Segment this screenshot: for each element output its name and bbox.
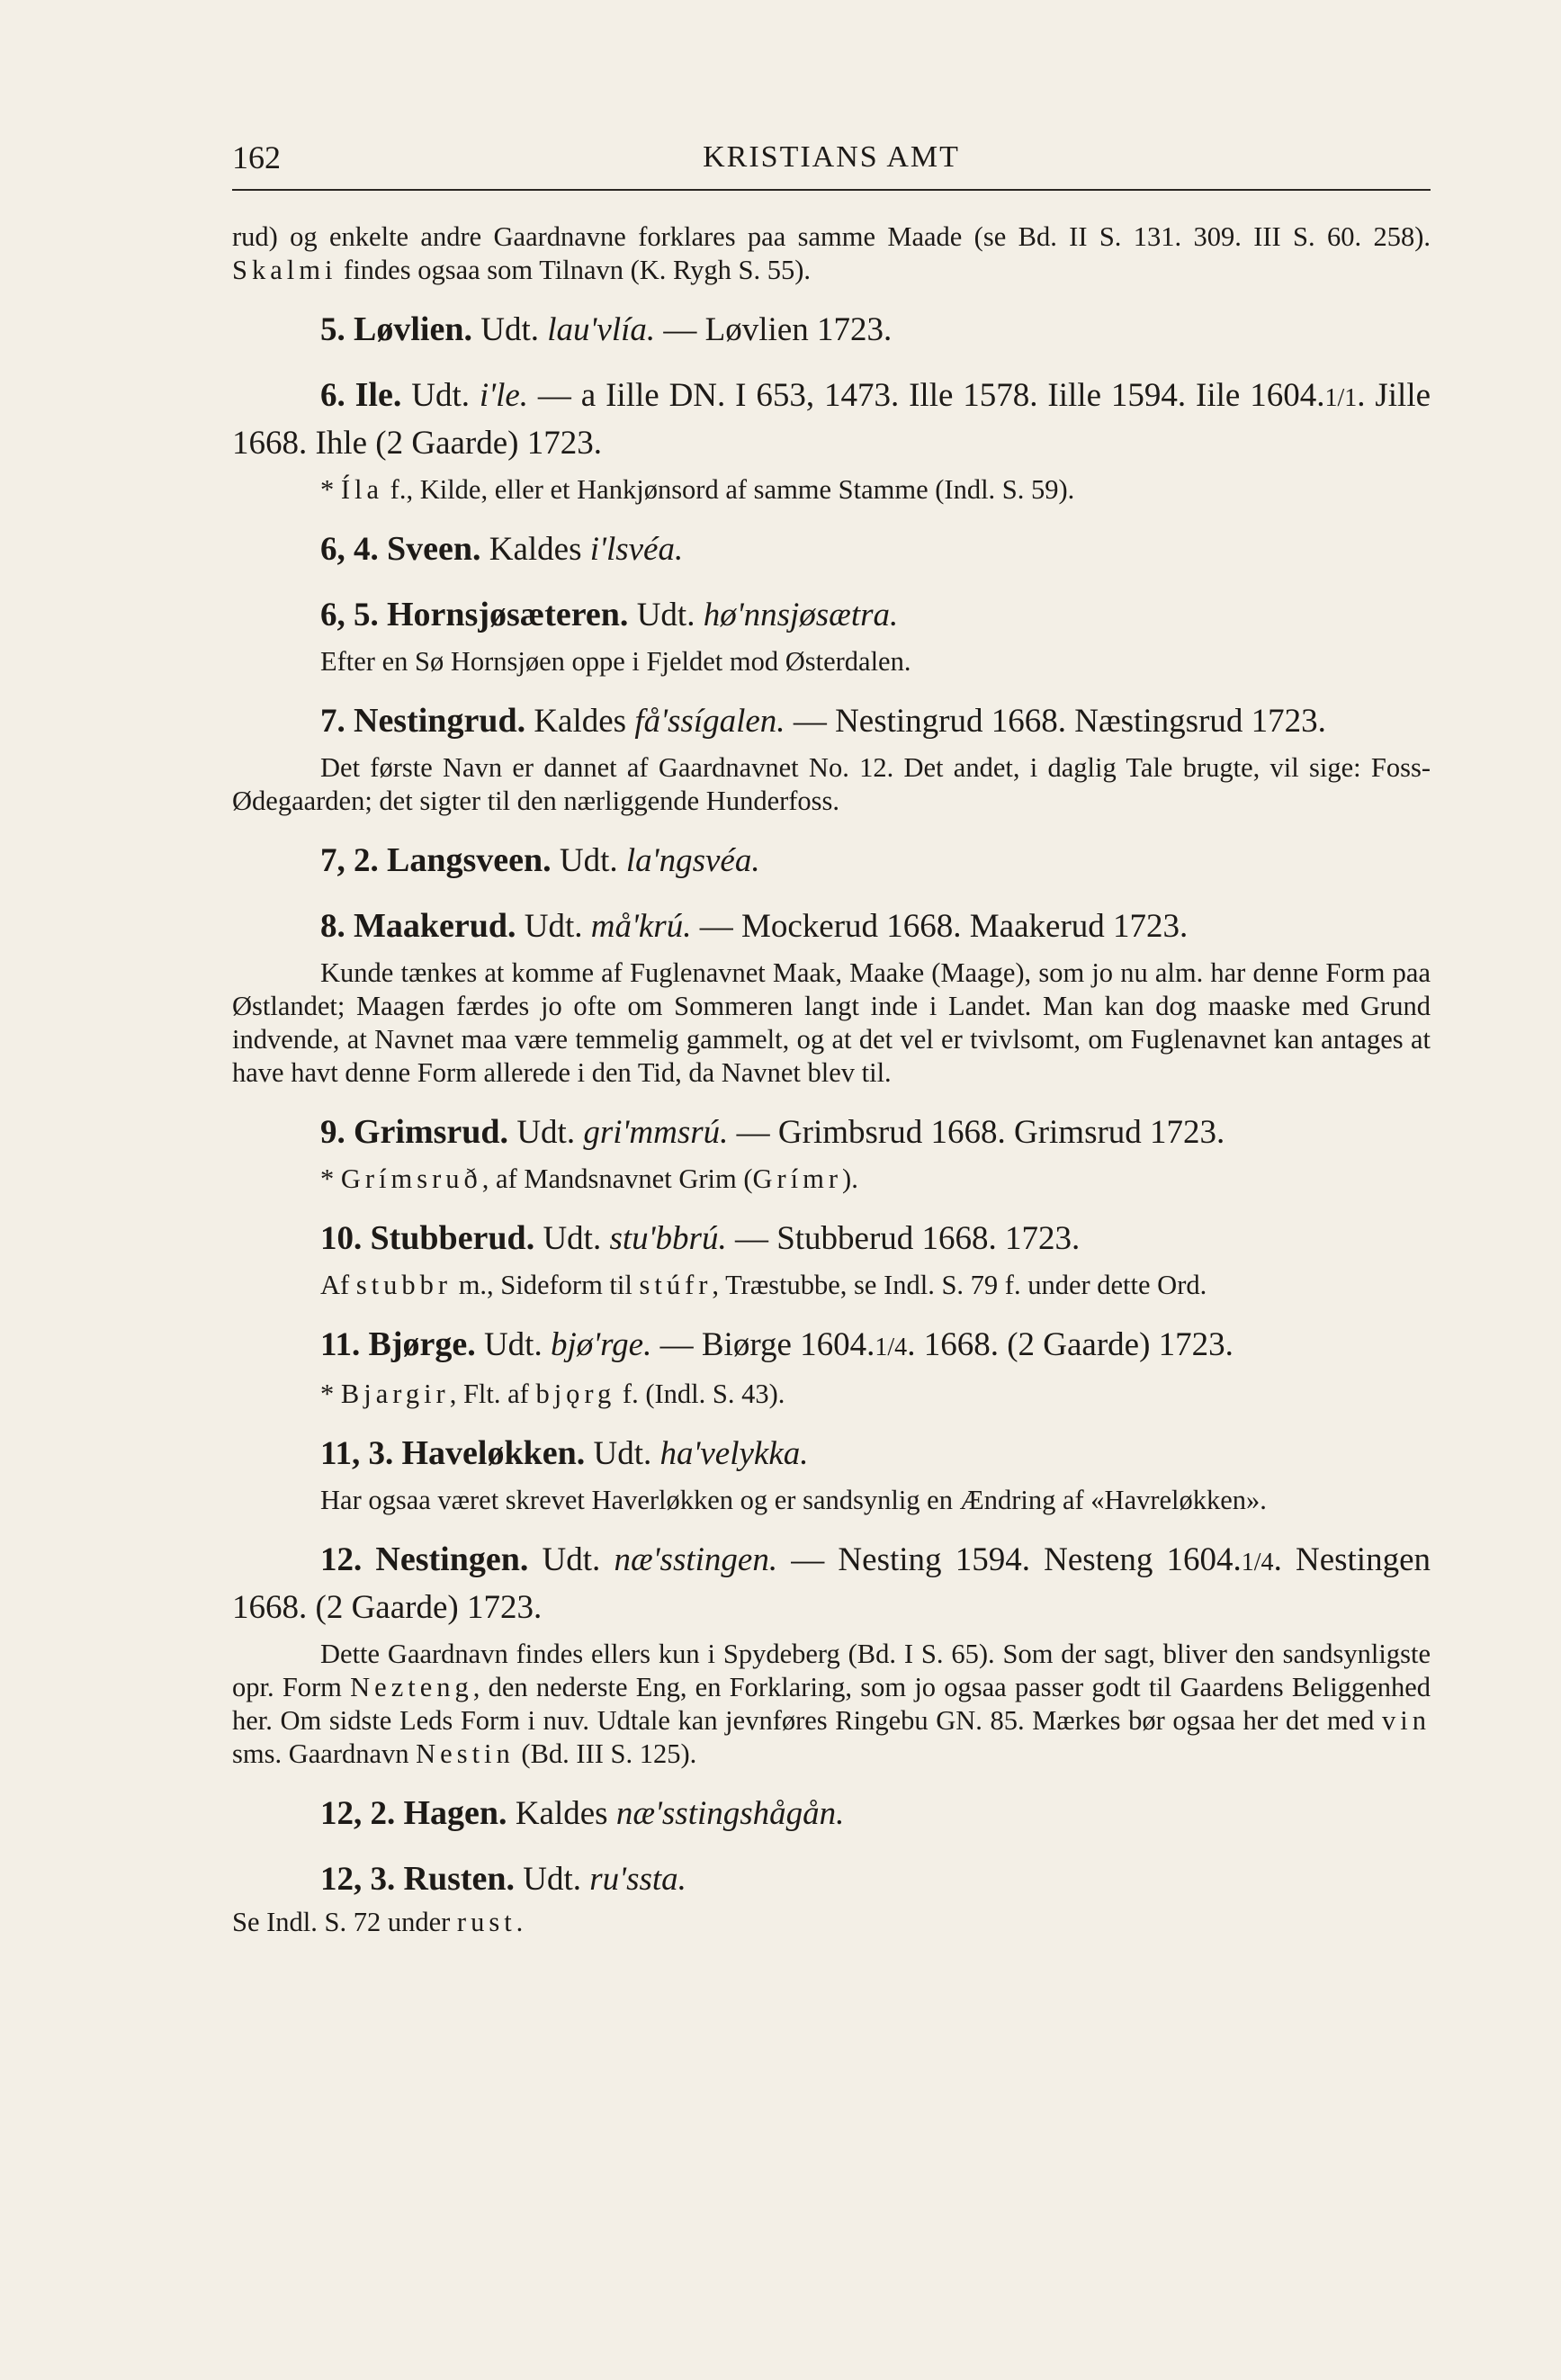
note-rest: f., Kilde, eller et Hankjønsord af samme Stamme (Indl. S. 59). [383, 474, 1075, 505]
entry-rest: — Mockerud 1668. Maakerud 1723. [691, 908, 1189, 945]
entry-6-note [232, 473, 1431, 507]
asterisk: * [320, 1379, 335, 1409]
note-mid: , af Mandsnavnet Grim ( [481, 1163, 753, 1194]
pronunciation: ru'ssta. [589, 1861, 686, 1898]
body-text [232, 220, 1431, 1939]
udt-label: Udt. [636, 597, 695, 633]
spaced-word: rust [456, 1907, 516, 1937]
fraction: 1/4 [1241, 1549, 1274, 1576]
entry-number: 10. [320, 1220, 363, 1257]
spaced-word: stubbr [355, 1270, 453, 1300]
note-b: . [516, 1907, 524, 1937]
entry-7-note: Det første Navn er dannet af Gaardnavnet No. 12. Det andet, i daglig Tale brugte, vil sige: Foss-Ødegaarden; det sigter til den nærliggende Hunderfoss. [232, 752, 1431, 816]
spaced-word: Bjargir [340, 1379, 450, 1409]
entry-number: 12, 3. [320, 1861, 396, 1898]
pronunciation: stu'bbrú. [609, 1220, 727, 1257]
intro-rest: findes ogsaa som Tilnavn (K. Rygh S. 55). [336, 255, 812, 285]
entry-9-note [232, 1163, 1431, 1196]
entry-5 [232, 307, 1431, 353]
pronunciation: næ'sstingen. [614, 1541, 778, 1578]
asterisk: * [320, 1163, 335, 1194]
pronunciation: må'krú. [590, 908, 692, 945]
farm-name: Stubberud. [370, 1219, 535, 1257]
udt-label: Udt. [543, 1220, 602, 1257]
pronunciation: i'le. [479, 377, 529, 414]
entry-number: 6, 5. [320, 597, 379, 633]
kaldes-label: Kaldes [534, 703, 627, 740]
spaced-word: Grímsruð [340, 1163, 482, 1194]
note-b: m., Sideform til [452, 1270, 640, 1300]
udt-label: Udt. [593, 1435, 652, 1472]
farm-name: Rusten. [403, 1860, 516, 1898]
entry-number: 6, 4. [320, 531, 379, 568]
entry-rest: — Stubberud 1668. 1723. [726, 1220, 1081, 1257]
entry-8-note: Kunde tænkes at komme af Fuglenavnet Maak, Maake (Maage), som jo nu alm. har denne Form paa Østlandet; Maagen færdes jo ofte om Sommeren langt inde i Landet. Man kan dog maaske med Grund indvende, at Navnet maa være temmelig gammelt, og at det vel er tvivlsomt, om Fuglenavnet kan antages at have havt denne Form allerede i den Tid, da Navnet blev til. [232, 957, 1431, 1088]
pronunciation: la'ngsvéa. [625, 842, 760, 879]
intro-text: rud) og enkelte andre Gaardnavne forklares paa samme Maade (se Bd. II S. 131. 309. III S. 60. 258). [232, 221, 1431, 252]
farm-name: Hornsjøsæteren. [387, 596, 629, 633]
asterisk: * [320, 474, 335, 505]
entry-6 [232, 373, 1431, 466]
spaced-word: Íla [340, 474, 384, 505]
farm-name: Løvlien. [354, 310, 472, 348]
fraction: 1/4 [875, 1334, 908, 1361]
farm-name: Nestingen. [375, 1540, 529, 1578]
note-c: , Træstubbe, se Indl. S. 79 f. under dette Ord. [712, 1270, 1207, 1300]
entry-rest: — Biørge 1604. [651, 1326, 875, 1363]
entry-11-note [232, 1378, 1431, 1411]
entry-number: 12. [320, 1541, 363, 1578]
entry-7-2 [232, 838, 1431, 884]
entry-12-2 [232, 1791, 1431, 1837]
entry-7 [232, 698, 1431, 744]
entry-8 [232, 903, 1431, 949]
entry-rest-2: . Jille 1668. Ihle (2 Gaarde) 1723. [232, 377, 1431, 462]
pronunciation: bjø'rge. [550, 1326, 652, 1363]
udt-label: Udt. [411, 377, 470, 414]
intro-paragraph [232, 220, 1431, 287]
pronunciation: ha'velykka. [659, 1435, 809, 1472]
entry-rest-2: . Nestingen 1668. (2 Gaarde) 1723. [232, 1541, 1431, 1626]
entry-6-5-note: Efter en Sø Hornsjøen oppe i Fjeldet mod Østerdalen. [320, 646, 911, 677]
entry-rest: — Nesting 1594. Nesteng 1604. [777, 1541, 1242, 1578]
entry-number: 7, 2. [320, 842, 379, 879]
udt-label: Udt. [559, 842, 618, 879]
farm-name: Bjørge. [368, 1325, 476, 1363]
entry-12-note [232, 1638, 1431, 1771]
entry-12-3 [232, 1856, 1431, 1902]
entry-6-4 [232, 526, 1431, 572]
entry-number: 11, 3. [320, 1435, 394, 1472]
note-b: , den nederste Eng, en Forklaring, som jo ogsaa passer godt til Gaardens Beliggenhed her. Om sidste Leds Form i nuv. Udtale kan jevnføres Ringebu GN. 85. Mærkes bør ogsaa her det med [232, 1672, 1431, 1736]
note-a: Se Indl. S. 72 under [232, 1907, 457, 1937]
pronunciation: næ'sstingshågån. [615, 1795, 845, 1832]
pronunciation: hø'nnsjøsætra. [703, 597, 899, 633]
spaced-word-2: vin [1382, 1705, 1431, 1736]
note-b: f. (Indl. S. 43). [615, 1379, 785, 1409]
entry-number: 7. [320, 703, 345, 740]
note-a: , Flt. af [449, 1379, 536, 1409]
spaced-word-2: bjǫrg [535, 1379, 616, 1409]
page-number: 162 [232, 139, 281, 175]
entry-rest: — a Iille DN. I 653, 1473. Ille 1578. Iille 1594. Iile 1604. [528, 377, 1325, 414]
spaced-word: Nezteng [350, 1672, 473, 1702]
running-head: KRISTIANS AMT [703, 140, 960, 174]
udt-label: Udt. [516, 1114, 576, 1151]
entry-number: 9. [320, 1114, 345, 1151]
entry-10 [232, 1216, 1431, 1262]
fraction: 1/1 [1324, 384, 1358, 412]
farm-name: Ile. [354, 376, 402, 414]
entry-rest-2: . 1668. (2 Gaarde) 1723. [907, 1326, 1234, 1363]
note-d: (Bd. III S. 125). [514, 1738, 697, 1769]
udt-label: Udt. [480, 311, 539, 348]
note-end: ). [842, 1163, 858, 1194]
intro-skalmi: Skalmi [232, 255, 337, 285]
note-c: sms. Gaardnavn [232, 1738, 417, 1769]
pronunciation: lau'vlía. [547, 311, 656, 348]
entry-rest: — Løvlien 1723. [655, 311, 893, 348]
farm-name: Maakerud. [354, 907, 516, 945]
entry-11-3-note: Har ogsaa været skrevet Haverløkken og er sandsynlig en Ændring af «Havreløkken». [320, 1485, 1267, 1515]
farm-name: Sveen. [387, 530, 481, 568]
udt-label: Udt. [524, 908, 583, 945]
farm-name: Hagen. [403, 1794, 507, 1832]
kaldes-label: Kaldes [489, 531, 582, 568]
note-a: Dette Gaardnavn findes ellers kun i Spydeberg (Bd. I S. 65). Som der sagt, bliver den sandsynligste opr. Form [232, 1639, 1431, 1702]
farm-name: Nestingrud. [354, 702, 526, 740]
spaced-word-3: Nestin [416, 1738, 515, 1769]
kaldes-label: Kaldes [515, 1795, 608, 1832]
entry-number: 11. [320, 1326, 361, 1363]
farm-name: Haveløkken. [401, 1434, 586, 1472]
entry-12 [232, 1537, 1431, 1630]
entry-number: 8. [320, 908, 345, 945]
udt-label: Udt. [542, 1541, 601, 1578]
pronunciation: få'ssígalen. [634, 703, 785, 740]
entry-rest: — Nestingrud 1668. Næstingsrud 1723. [785, 703, 1326, 740]
spaced-word-2: stúfr [639, 1270, 713, 1300]
entry-6-5 [232, 592, 1431, 638]
pronunciation: gri'mmsrú. [583, 1114, 729, 1151]
entry-number: 12, 2. [320, 1795, 396, 1832]
pronunciation: i'lsvéa. [589, 531, 684, 568]
entry-10-note [232, 1269, 1431, 1302]
entry-rest: — Grimbsrud 1668. Grimsrud 1723. [728, 1114, 1225, 1151]
farm-name: Langsveen. [387, 841, 552, 879]
farm-name: Grimsrud. [354, 1113, 509, 1151]
entry-9 [232, 1109, 1431, 1155]
entry-11-3 [232, 1431, 1431, 1477]
entry-12-3-note [232, 1906, 1431, 1939]
udt-label: Udt. [523, 1861, 582, 1898]
entry-11 [232, 1322, 1431, 1370]
spaced-word-2: Grímr [752, 1163, 843, 1194]
page-header [232, 135, 1431, 191]
entry-number: 5. [320, 311, 345, 348]
entry-number: 6. [320, 377, 345, 414]
udt-label: Udt. [483, 1326, 543, 1363]
note-a: Af [320, 1270, 356, 1300]
